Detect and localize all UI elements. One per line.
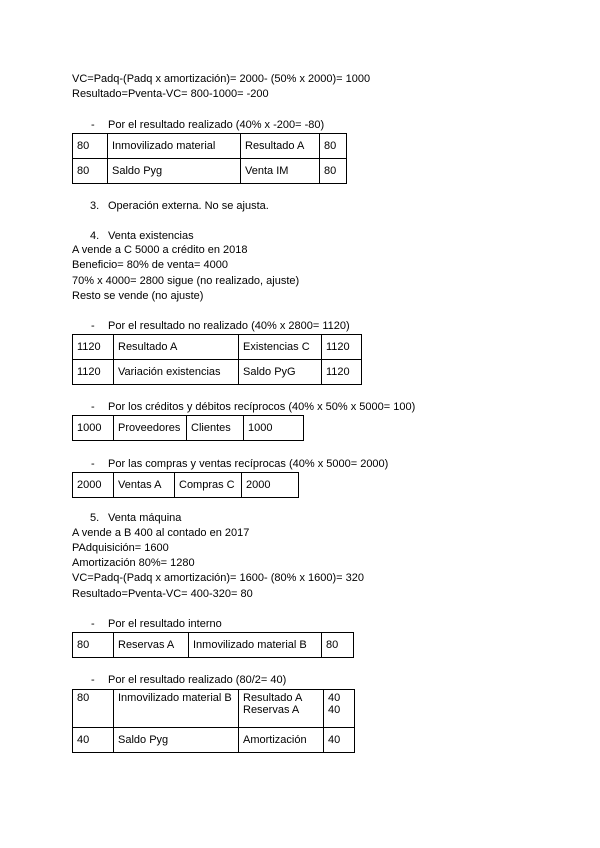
table-row [73,633,354,658]
heading-compras: Por las compras y ventas recíprocas (40% x 5000= 2000) [108,458,389,470]
credit-account: Clientes [187,416,244,441]
table-realizado-1 [72,133,347,184]
credit-amount: 2000 [242,473,299,498]
heading-creditos: Por los créditos y débitos recíprocos (40% x 50% x 5000= 100) [108,401,416,413]
heading-no-realizado: Por el resultado no realizado (40% x 2800= 1120) [108,320,350,332]
credit-amount: 80 [320,134,347,159]
credit-amounts [324,690,355,728]
table-row [73,134,347,159]
debit-amount: 80 [73,134,108,159]
item-4-line: Resto se vende (no ajuste) [72,290,204,302]
item-5-line: Amortización 80%= 1280 [72,557,195,569]
credit-amount: 1120 [322,360,362,385]
item-3-text: Operación externa. No se ajusta. [108,200,269,212]
item-5-line: A vende a B 400 al contado en 2017 [72,527,250,539]
bullet-compras: - [91,458,95,470]
table-row [73,335,362,360]
table-no-realizado [72,334,362,385]
debit-amount: 80 [73,690,114,728]
credit-account: Saldo PyG [239,360,322,385]
item-5-number: 5. [90,512,100,524]
bullet-realizado-2: - [91,674,95,686]
debit-amount: 1120 [73,360,114,385]
credit-amount: 80 [320,159,347,184]
item-3-number: 3. [90,200,100,212]
debit-amount: 80 [73,633,114,658]
debit-account: Saldo Pyg [114,728,239,753]
credit-amount-reservas: 40 [328,704,341,716]
credit-account: Amortización [239,728,324,753]
table-row [73,473,299,498]
table-row [73,360,362,385]
resultado-formula-line: Resultado=Pventa-VC= 800-1000= -200 [72,88,269,100]
debit-amount: 1120 [73,335,114,360]
credit-amount: 40 [324,728,355,753]
item-4-title: Venta existencias [108,230,194,242]
debit-account: Inmovilizado material [108,134,241,159]
credit-amount: 1120 [322,335,362,360]
credit-account: Resultado A [241,134,320,159]
debit-account: Reservas A [114,633,189,658]
credit-account-resultado: Resultado A [243,692,303,704]
item-5-line: PAdquisición= 1600 [72,542,169,554]
item-5-line: Resultado=Pventa-VC= 400-320= 80 [72,588,253,600]
heading-realizado-2: Por el resultado realizado (80/2= 40) [108,674,287,686]
heading-interno: Por el resultado interno [108,618,222,630]
table-row [73,159,347,184]
table-row [73,728,355,753]
debit-account: Proveedores [114,416,187,441]
credit-amount: 1000 [244,416,304,441]
table-row [73,690,355,728]
debit-account: Saldo Pyg [108,159,241,184]
debit-account: Variación existencias [114,360,239,385]
bullet-realizado-1: - [91,119,95,131]
credit-account: Compras C [175,473,242,498]
credit-account: Existencias C [239,335,322,360]
debit-account: Ventas A [114,473,175,498]
table-compras [72,472,299,498]
bullet-creditos: - [91,401,95,413]
credit-account: Inmovilizado material B [189,633,322,658]
credit-amount: 80 [322,633,354,658]
debit-amount: 1000 [73,416,114,441]
table-interno [72,632,354,658]
debit-account: Resultado A [114,335,239,360]
item-5-title: Venta máquina [108,512,182,524]
item-4-number: 4. [90,230,100,242]
debit-account: Inmovilizado material B [114,690,239,728]
bullet-no-realizado: - [91,320,95,332]
item-4-line: Beneficio= 80% de venta= 4000 [72,259,228,271]
item-5-line: VC=Padq-(Padq x amortización)= 1600- (80% x 1600)= 320 [72,572,364,584]
table-realizado-2 [72,689,355,753]
credit-accounts [239,690,324,728]
debit-amount: 40 [73,728,114,753]
credit-amount-resultado: 40 [328,692,341,704]
heading-realizado-1: Por el resultado realizado (40% x -200= -80) [108,119,325,131]
item-4-line: A vende a C 5000 a crédito en 2018 [72,244,248,256]
credit-account-reservas: Reservas A [243,704,300,716]
debit-amount: 2000 [73,473,114,498]
item-4-line: 70% x 4000= 2800 sigue (no realizado, ajuste) [72,275,300,287]
bullet-interno: - [91,618,95,630]
debit-amount: 80 [73,159,108,184]
table-row [73,416,304,441]
credit-account: Venta IM [241,159,320,184]
vc-formula-line: VC=Padq-(Padq x amortización)= 2000- (50% x 2000)= 1000 [72,73,371,85]
table-creditos [72,415,304,441]
